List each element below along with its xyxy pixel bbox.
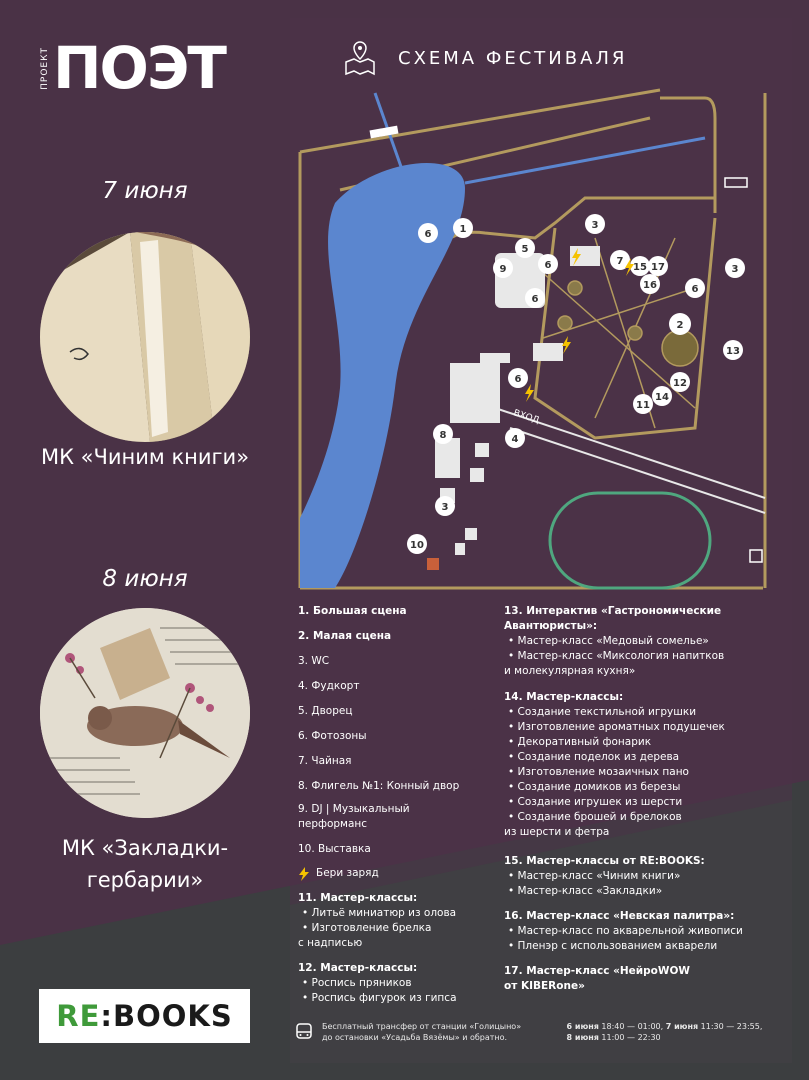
svg-text:2: 2 <box>676 320 684 331</box>
svg-text:1: 1 <box>459 224 467 235</box>
mk16: 16. Мастер-класс «Невская палитра»: • Мастер-класс по акварельной живописи • Пленэр с использованием акварели <box>504 910 743 952</box>
svg-text:6: 6 <box>691 284 699 295</box>
festival-map <box>295 88 775 600</box>
map-marker-1[interactable] <box>453 218 473 238</box>
map-marker-6[interactable] <box>508 368 528 388</box>
map-marker-3[interactable] <box>725 258 745 278</box>
map-header <box>342 40 627 76</box>
caption-day2-line1: МК «Закладки- <box>61 836 229 860</box>
svg-text:5: 5 <box>521 244 529 255</box>
legend-item-7: 7. Чайная <box>298 755 352 767</box>
map-pin-icon <box>342 40 378 76</box>
svg-text:3: 3 <box>591 220 599 231</box>
legend-item-8: 8. Флигель №1: Конный двор <box>298 780 460 792</box>
rebooks-logo-books: :BOOKS <box>100 999 233 1033</box>
legend-charge: Бери заряд <box>298 866 379 881</box>
svg-text:7: 7 <box>616 256 624 267</box>
svg-text:11: 11 <box>636 400 650 411</box>
svg-text:4: 4 <box>511 434 519 445</box>
map-marker-17[interactable] <box>648 256 668 276</box>
svg-text:6: 6 <box>544 260 552 271</box>
map-marker-9[interactable] <box>493 258 513 278</box>
svg-text:12: 12 <box>673 378 687 389</box>
map-marker-3[interactable] <box>585 214 605 234</box>
svg-text:14: 14 <box>655 392 669 403</box>
map-marker-13[interactable] <box>723 340 743 360</box>
map-marker-6[interactable] <box>685 278 705 298</box>
date-day2: 8 июня <box>102 566 188 592</box>
bus-icon <box>296 1023 312 1041</box>
legend-item-6: 6. Фотозоны <box>298 730 367 742</box>
charge-icon <box>525 384 534 402</box>
transfer-info <box>296 1020 796 1044</box>
mk15: 15. Мастер-классы от RE:BOOKS: • Мастер-класс «Чиним книги» • Мастер-класс «Закладки» <box>504 855 705 897</box>
mk12: 12. Мастер-классы: • Роспись пряников • Роспись фигурок из гипса <box>298 962 457 1004</box>
svg-text:8: 8 <box>439 430 447 441</box>
map-title: СХЕМА ФЕСТИВАЛЯ <box>398 47 628 69</box>
mk17: 17. Мастер-класс «НейроWOW от KIBERone» <box>504 965 690 992</box>
legend-item-2: 2. Малая сцена <box>298 630 392 642</box>
map-marker-11[interactable] <box>633 394 653 414</box>
herbarium-image <box>40 608 250 818</box>
legend-item-4: 4. Фудкорт <box>298 680 360 692</box>
mk11: 11. Мастер-классы: • Литьё миниатюр из олова • Изготовление брелка с надписью <box>298 892 457 949</box>
map-marker-16[interactable] <box>640 274 660 294</box>
rebooks-logo-re: RE <box>56 999 101 1033</box>
charge-icon <box>562 336 571 354</box>
legend-item-5: 5. Дворец <box>298 705 353 717</box>
legend-item-3: 3. WC <box>298 655 330 667</box>
map-marker-14[interactable] <box>652 386 672 406</box>
svg-text:15: 15 <box>633 262 647 273</box>
svg-text:6: 6 <box>531 294 539 305</box>
logo-title: ПОЭТ <box>53 34 225 102</box>
map-marker-2[interactable] <box>669 313 691 335</box>
map-marker-5[interactable] <box>515 238 535 258</box>
photo-herbarium-bookmarks <box>40 608 250 818</box>
transfer-schedule: 6 июня 18:40 — 01:00, 7 июня 11:30 — 23:55, 8 июня 11:00 — 22:30 <box>566 1022 763 1042</box>
svg-text:10: 10 <box>410 540 424 551</box>
svg-text:17: 17 <box>651 262 665 273</box>
map-marker-12[interactable] <box>670 372 690 392</box>
svg-text:16: 16 <box>643 280 657 291</box>
map-marker-6[interactable] <box>418 223 438 243</box>
caption-day1: МК «Чиним книги» <box>40 445 250 469</box>
map-marker-15[interactable] <box>630 256 650 276</box>
legend-item-1: 1. Большая сцена <box>298 605 407 617</box>
entrance-label: ВХОД <box>512 408 541 427</box>
project-logo <box>40 34 225 102</box>
svg-text:13: 13 <box>726 346 740 357</box>
svg-text:3: 3 <box>441 502 449 513</box>
legend-item-9-line2: перформанс <box>298 818 368 830</box>
legend-item-10: 10. Выставка <box>298 843 371 855</box>
rebooks-logo <box>39 989 250 1043</box>
map-marker-8[interactable] <box>433 424 453 444</box>
mk14: 14. Мастер-классы: • Создание текстильной игрушки • Изготовление ароматных подушечек • Декоративный фонарик • Создание поделок из дерева • Изготовление мозаичных пано • Создание домиков из березы • Создание игрушек из шерсти • Создание брошей и брелоков из шерсти и фетра <box>504 691 725 838</box>
map-marker-10[interactable] <box>407 534 427 554</box>
mk13: 13. Интерактив «Гастрономические Авантюристы»: • Мастер-класс «Медовый сомелье» • Мастер-класс «Миксология напитков и молекулярная кухня» <box>504 605 725 677</box>
svg-text:6: 6 <box>424 229 432 240</box>
photo-book-repair <box>40 232 250 442</box>
date-day1: 7 июня <box>102 178 188 204</box>
map-marker-4[interactable] <box>505 428 525 448</box>
caption-day2-line2: гербарии» <box>86 868 204 892</box>
map-marker-6[interactable] <box>538 254 558 274</box>
legend-item-9: 9. DJ | Музыкальный <box>298 803 410 815</box>
svg-text:6: 6 <box>514 374 522 385</box>
map-marker-3[interactable] <box>435 496 455 516</box>
lightning-icon <box>298 867 310 881</box>
svg-text:3: 3 <box>731 264 739 275</box>
logo-small-text: ПРОЕКТ <box>40 46 50 90</box>
transfer-text: Бесплатный трансфер от станции «Голицыно» до остановки «Усадьба Вязёмы» и обратно. <box>322 1022 522 1042</box>
svg-text:9: 9 <box>499 264 507 275</box>
book-repair-image <box>40 232 250 442</box>
map-marker-6[interactable] <box>525 288 545 308</box>
